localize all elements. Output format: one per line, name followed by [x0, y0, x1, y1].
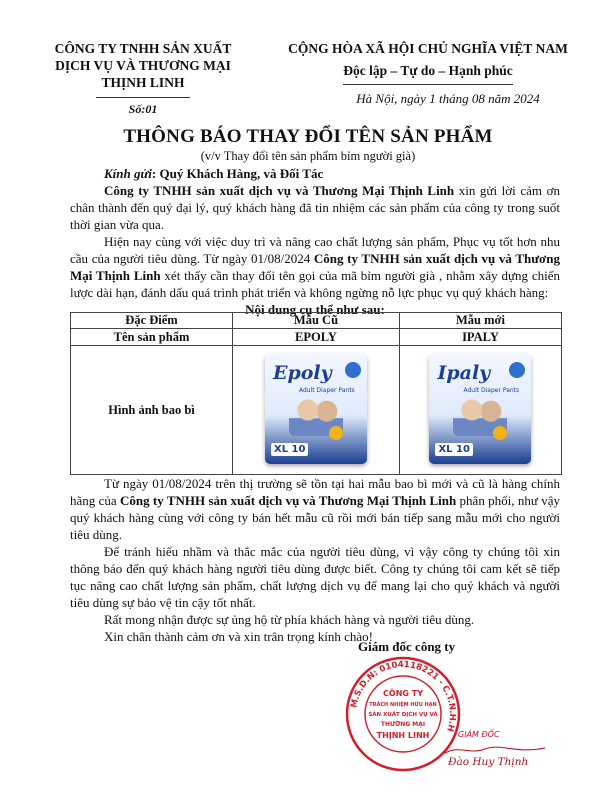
table-cell: EPOLY — [233, 329, 400, 346]
pack-tagline: Adult Diaper Pants — [298, 387, 355, 394]
place-date: Hà Nội, ngày 1 tháng 08 năm 2024 — [356, 91, 540, 106]
paragraph-commitment: Để tránh hiểu nhầm và thắc mắc của người tiêu dùng, vì vậy công ty chúng tôi xin thông báo đến quý khách hàng người tiêu dùng được biết. Công ty chúng tôi cam kết sẽ tiếp tục nâng cao chất lượng sản phẩm, chất lượng dịch vụ để mang lại cho quý khách và người tiêu dùng sự bảo vệ tin cậy tốt nhất. — [70, 544, 560, 610]
national-header — [258, 40, 598, 107]
signature-scribble-icon — [440, 745, 550, 755]
company-name-line1: CÔNG TY TNHH SẢN XUẤT — [54, 41, 232, 56]
pack-tagline: Adult Diaper Pants — [463, 387, 520, 394]
document-number: Số:01 — [128, 102, 158, 116]
pack-size: XL 10 — [271, 443, 308, 456]
document-subtitle: (v/v Thay đổi tên sản phẩm bỉm người già) — [200, 149, 416, 163]
pack-brand: Ipaly — [437, 362, 491, 384]
content-heading: Nội dung cụ thể như sau: — [245, 302, 385, 317]
nation-name: CỘNG HÒA XÃ HỘI CHỦ NGHĨA VIỆT NAM — [288, 41, 568, 56]
table-header-cell: Mẫu mới — [399, 313, 561, 329]
pack-badge-icon — [345, 362, 361, 378]
stamp-ring-text: M.S.D.N: 0104118221 - C.T.N.H.H — [349, 659, 458, 733]
paragraph-thanks: Công ty TNHH sản xuất dịch vụ và Thương Mại Thịnh Linh xin gửi lời cảm ơn chân thành đến quý đại lý, quý khách hàng đã tin nhiệm các sản phẩm của công ty trong suốt thời gian vừa qua. — [70, 183, 560, 232]
product-comparison-table — [70, 312, 562, 475]
national-motto: Độc lập – Tự do – Hạnh phúc — [343, 63, 513, 78]
stamp-text: CÔNG TY — [383, 689, 423, 698]
pack-brand: Epoly — [272, 362, 332, 384]
stamp-text: SẢN XUẤT DỊCH VỤ VÀ — [368, 712, 438, 718]
signature-title: Giám đốc công ty — [358, 639, 456, 654]
paragraph-thanks-closing: Xin chân thành cảm ơn và xin trân trọng kính chào! — [104, 629, 373, 644]
signer-name: Đào Huy Thịnh — [448, 756, 529, 768]
paragraph-support: Rất mong nhận được sự ủng hộ từ phía khách hàng và người tiêu dùng. — [104, 612, 475, 627]
closing-body — [70, 475, 560, 645]
stamp-text: TRÁCH NHIỆM HỮU HẠN — [369, 702, 437, 708]
divider — [96, 97, 190, 98]
table-header-cell: Đặc Điểm — [71, 313, 233, 329]
document-title: THÔNG BÁO THAY ĐỔI TÊN SẢN PHẨM — [123, 126, 493, 147]
table-cell: Hình ảnh bao bì — [71, 346, 233, 475]
table-cell: IPALY — [399, 329, 561, 346]
table-header-cell: Mẫu Cũ — [233, 313, 400, 329]
pack-count-icon — [329, 426, 343, 440]
table-cell: Tên sản phẩm — [71, 329, 233, 346]
company-name-line3: THỊNH LINH — [101, 75, 185, 90]
paragraph-change-reason: Hiện nay cùng với việc duy trì và nâng cao chất lượng sản phẩm, Phục vụ tốt hơn nhu cầu của người tiêu dùng. Từ ngày 01/08/2024 Công ty TNHH sản xuất dịch vụ và Thương Mại Thịnh Linh xét thấy cần thay đổi tên gọi của mã bỉm người già , nhằm xây dựng chiến lược dài hạn, đánh dấu quá trình phát triển và không ngừng nỗ lực phục vụ quý khách hàng: — [70, 234, 560, 300]
stamp-text: THƯƠNG MẠI — [380, 721, 426, 728]
intro-body — [70, 165, 560, 318]
paragraph-transition: Từ ngày 01/08/2024 trên thị trường sẽ tồn tại hai mẫu bao bì mới và cũ là hàng chính hãng của Công ty TNHH sản xuất dịch vụ và Thương Mại Thịnh Linh phân phối, như vậy quý khách hàng cùng với công ty bán hết mẫu cũ rồi mới bán tiếp sang mẫu mới cho người tiêu dùng. — [70, 476, 560, 542]
table-header-row — [71, 313, 562, 329]
table-row — [71, 329, 562, 346]
new-package-image — [429, 354, 531, 464]
table-cell — [399, 346, 561, 475]
company-stamp-icon — [343, 654, 463, 774]
divider — [343, 84, 513, 85]
table-row — [71, 346, 562, 475]
old-package-image — [265, 354, 367, 464]
pack-count-icon — [493, 426, 507, 440]
stamp-text: THỊNH LINH — [376, 731, 430, 740]
signer-role: GIÁM ĐỐC — [458, 730, 500, 739]
table-cell — [233, 346, 400, 475]
pack-badge-icon — [509, 362, 525, 378]
company-header — [38, 40, 248, 118]
company-name-line2: DỊCH VỤ VÀ THƯƠNG MẠI — [55, 58, 231, 73]
greeting: Kính gửi: Quý Khách Hàng, và Đối Tác — [104, 166, 324, 181]
pack-size: XL 10 — [435, 443, 472, 456]
